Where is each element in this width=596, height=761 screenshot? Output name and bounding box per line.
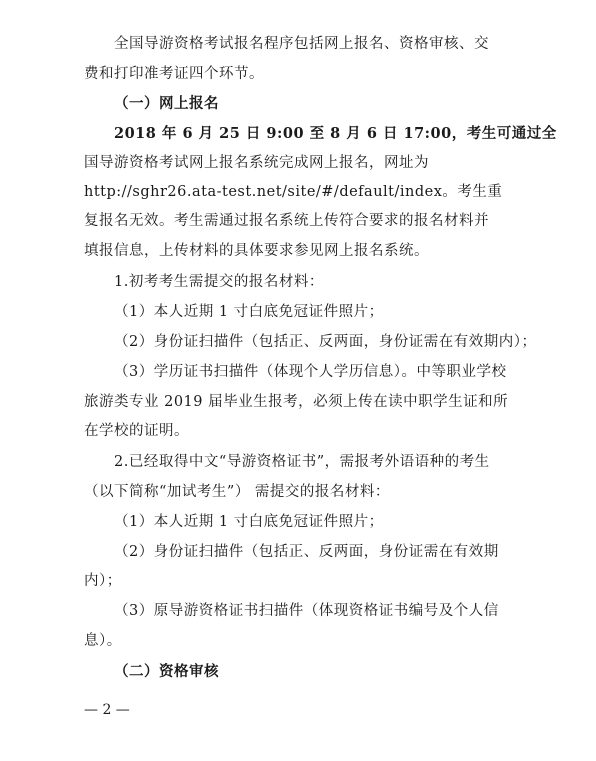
paragraph-line: 2018 年 6 月 25 日 9:00 至 8 月 6 日 17:00，考生可通过全 bbox=[114, 125, 557, 142]
list-item: （2）身份证扫描件（包括正、反两面，身份证需在有效期 bbox=[114, 544, 499, 560]
paragraph-line: 复报名无效。考生需通过报名系统上传符合要求的报名材料并 bbox=[84, 213, 489, 229]
paragraph-line: 内）； bbox=[84, 573, 122, 589]
list-item: （1）本人近期 1 寸白底免冠证件照片； bbox=[114, 514, 384, 530]
paragraph-line: 息）。 bbox=[84, 633, 122, 649]
paragraph-line: 填报信息，上传材料的具体要求参见网上报名系统。 bbox=[84, 243, 429, 259]
list-item: （3）学历证书扫描件（体现个人学历信息）。中等职业学校 bbox=[114, 364, 507, 380]
paragraph-line: 费和打印准考证四个环节。 bbox=[84, 66, 264, 82]
paragraph-line: 在学校的证明。 bbox=[84, 423, 189, 439]
section-heading-qualification-review: （二）资格审核 bbox=[114, 663, 219, 680]
page-number: — 2 — bbox=[84, 702, 130, 718]
section-heading-online-registration: （一）网上报名 bbox=[114, 95, 219, 112]
registration-url-line: http://sghr26.ata-test.net/site/#/default/index。考生重 bbox=[84, 184, 503, 200]
paragraph-line: 全国导游资格考试报名程序包括网上报名、资格审核、交 bbox=[114, 36, 489, 52]
paragraph-line: 旅游类专业 2019 届毕业生报考，必须上传在读中职学生证和所 bbox=[84, 394, 509, 410]
list-item: （1）本人近期 1 寸白底免冠证件照片； bbox=[114, 304, 384, 320]
list-heading-initial-candidates: 1.初考考生需提交的报名材料： bbox=[114, 274, 324, 290]
list-item: （3）原导游资格证书扫描件（体现资格证书编号及个人信 bbox=[114, 603, 499, 619]
list-item: （2）身份证扫描件（包括正、反两面，身份证需在有效期内）； bbox=[114, 334, 537, 350]
list-heading-additional-candidates: 2.已经取得中文“导游资格证书”，需报考外语语种的考生 bbox=[114, 454, 490, 470]
paragraph-line: 国导游资格考试网上报名系统完成网上报名，网址为 bbox=[84, 155, 429, 171]
paragraph-line: （以下简称“加试考生”） 需提交的报名材料： bbox=[84, 484, 390, 500]
